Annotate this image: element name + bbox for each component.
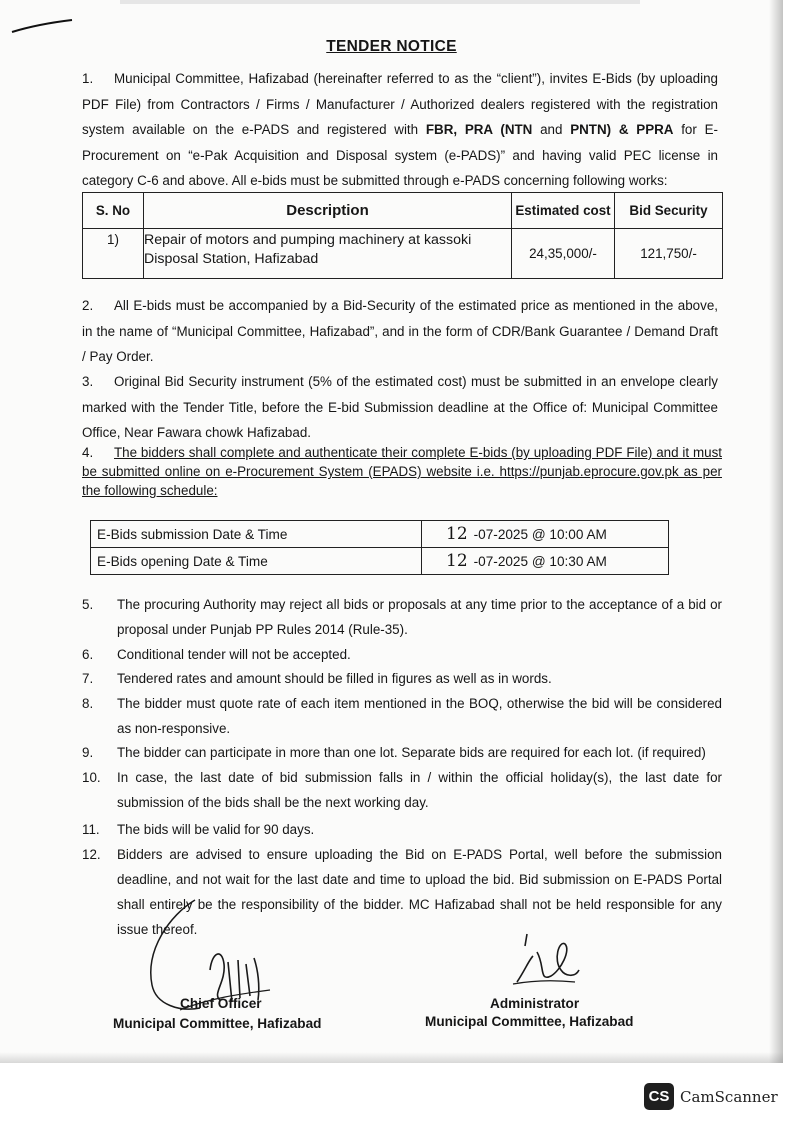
- schedule-value: [422, 521, 669, 548]
- left-signatory-org: Municipal Committee, Hafizabad: [113, 1016, 322, 1031]
- right-signatory-org: Municipal Committee, Hafizabad: [425, 1014, 634, 1029]
- left-signatory-title: Chief Officer: [180, 996, 262, 1011]
- paragraph-3: [82, 369, 718, 446]
- paragraph-number: 3.: [82, 374, 94, 389]
- schedule-label: E-Bids submission Date & Time: [91, 521, 422, 548]
- item-number: 12.: [82, 847, 101, 862]
- item-number: 11.: [82, 822, 100, 837]
- cell-bid-security: 121,750/-: [615, 229, 723, 279]
- item-number: 7.: [82, 671, 94, 686]
- scan-shadow-bottom: [0, 1052, 783, 1063]
- paragraph-text: and: [532, 122, 571, 137]
- schedule-date-time: -07-2025 @ 10:30 AM: [473, 554, 607, 569]
- list-item: [82, 691, 722, 741]
- camscanner-label: CamScanner: [680, 1088, 778, 1106]
- paragraph-number: 1.: [82, 71, 94, 86]
- header-description: Description: [144, 193, 512, 229]
- header-bid-security: Bid Security: [615, 193, 723, 229]
- item-text: Conditional tender will not be accepted.: [117, 647, 351, 662]
- paragraph-text: Original Bid Security instrument (5% of the estimated cost) must be submitted in an envelope clearly marked with the Tender Title, before the E-bid Submission deadline at the Office of: Municipal Committee Office, Near Fawara chowk Hafizabad.: [82, 374, 718, 440]
- paragraph-text: for E-Procurement on “e-Pak Acquisition and Disposal system (e-PADS)” and having valid PEC license in category C-6 and above. All e-bids must be submitted through e-PADS concerning following works:: [82, 122, 718, 188]
- paragraph-1: [82, 66, 718, 194]
- item-number: 8.: [82, 696, 94, 711]
- table-row: [91, 548, 669, 575]
- item-text: The procuring Authority may reject all bids or proposals at any time prior to the acceptance of a bid or proposal under Punjab PP Rules 2014 (Rule-35).: [117, 597, 722, 637]
- works-table-header: [83, 193, 723, 229]
- cell-estimated-cost: 24,35,000/-: [512, 229, 615, 279]
- item-text: The bids will be valid for 90 days.: [117, 822, 315, 837]
- schedule-table: [90, 520, 669, 575]
- item-number: 9.: [82, 745, 94, 760]
- table-row: [83, 229, 723, 279]
- item-number: 10.: [82, 770, 101, 785]
- cell-sno: 1): [83, 229, 144, 279]
- registration-bold: FBR, PRA (NTN: [425, 122, 533, 137]
- header-sno: S. No: [83, 193, 144, 229]
- schedule-value: [422, 548, 669, 575]
- right-signatory-title: Administrator: [490, 996, 580, 1011]
- scan-shadow-top: [120, 0, 640, 4]
- item-number: 5.: [82, 597, 94, 612]
- administrator-signature: [505, 930, 585, 992]
- camscanner-logo: CS: [644, 1083, 674, 1110]
- cell-description: Repair of motors and pumping machinery at kassoki Disposal Station, Hafizabad: [144, 229, 512, 279]
- item-text: The bidder can participate in more than one lot. Separate bids are required for each lot. (if required): [117, 745, 706, 760]
- handwritten-day: 12: [446, 524, 468, 544]
- paragraph-2: [82, 293, 718, 370]
- list-item: [82, 740, 722, 765]
- table-row: [91, 521, 669, 548]
- paragraph-text: Municipal Committee, Hafizabad (hereinafter referred to as the “client”), invites E-Bids (by uploading PDF File) from Contractors / Firms / Manufacturer / Authorized dealers registered with the registration system available on the e-PADS and registered with: [82, 71, 718, 137]
- scan-shadow-right: [769, 0, 783, 1063]
- pen-stroke-mark: [8, 16, 78, 38]
- paragraph-text: All E-bids must be accompanied by a Bid-Security of the estimated price as mentioned in the above, in the name of “Municipal Committee, Hafizabad”, and in the form of CDR/Bank Guarantee / Demand Draft / Pay Order.: [82, 298, 718, 364]
- item-text: The bidder must quote rate of each item mentioned in the BOQ, otherwise the bid will be considered as non-responsive.: [117, 696, 722, 736]
- paragraph-4: [82, 443, 722, 500]
- notice-title: TENDER NOTICE: [326, 38, 457, 55]
- list-item: [82, 592, 722, 642]
- item-text: Tendered rates and amount should be filled in figures as well as in words.: [117, 671, 552, 686]
- list-item: [82, 765, 722, 815]
- paragraph-text: The bidders shall complete and authenticate their complete E-bids (by uploading PDF File) and it must be submitted online on e-Procurement System (EPADS) website i.e. https://punjab.eprocure.gov.pk as per the following schedule:: [82, 445, 722, 498]
- schedule-date-time: -07-2025 @ 10:00 AM: [473, 527, 607, 542]
- registration-bold: PNTN) & PPRA: [570, 122, 674, 137]
- item-text: In case, the last date of bid submission falls in / within the official holiday(s), the last date for submission of the bids shall be the next working day.: [117, 770, 722, 810]
- paragraph-number: 2.: [82, 298, 94, 313]
- paragraph-number: 4.: [82, 445, 94, 460]
- works-table: [82, 192, 723, 279]
- list-item: [82, 666, 722, 691]
- item-number: 6.: [82, 647, 94, 662]
- item-text: Bidders are advised to ensure uploading the Bid on E-PADS Portal, well before the submission deadline, and not wait for the last date and time to upload the bid. Bid submission on E-PADS Portal shall entirely be the responsibility of the bidder. MC Hafizabad shall not be held responsible for any issue thereof.: [117, 847, 722, 937]
- list-item: [82, 817, 722, 842]
- schedule-label: E-Bids opening Date & Time: [91, 548, 422, 575]
- list-item: [82, 642, 722, 667]
- handwritten-day: 12: [446, 551, 468, 571]
- header-estimated-cost: Estimated cost: [512, 193, 615, 229]
